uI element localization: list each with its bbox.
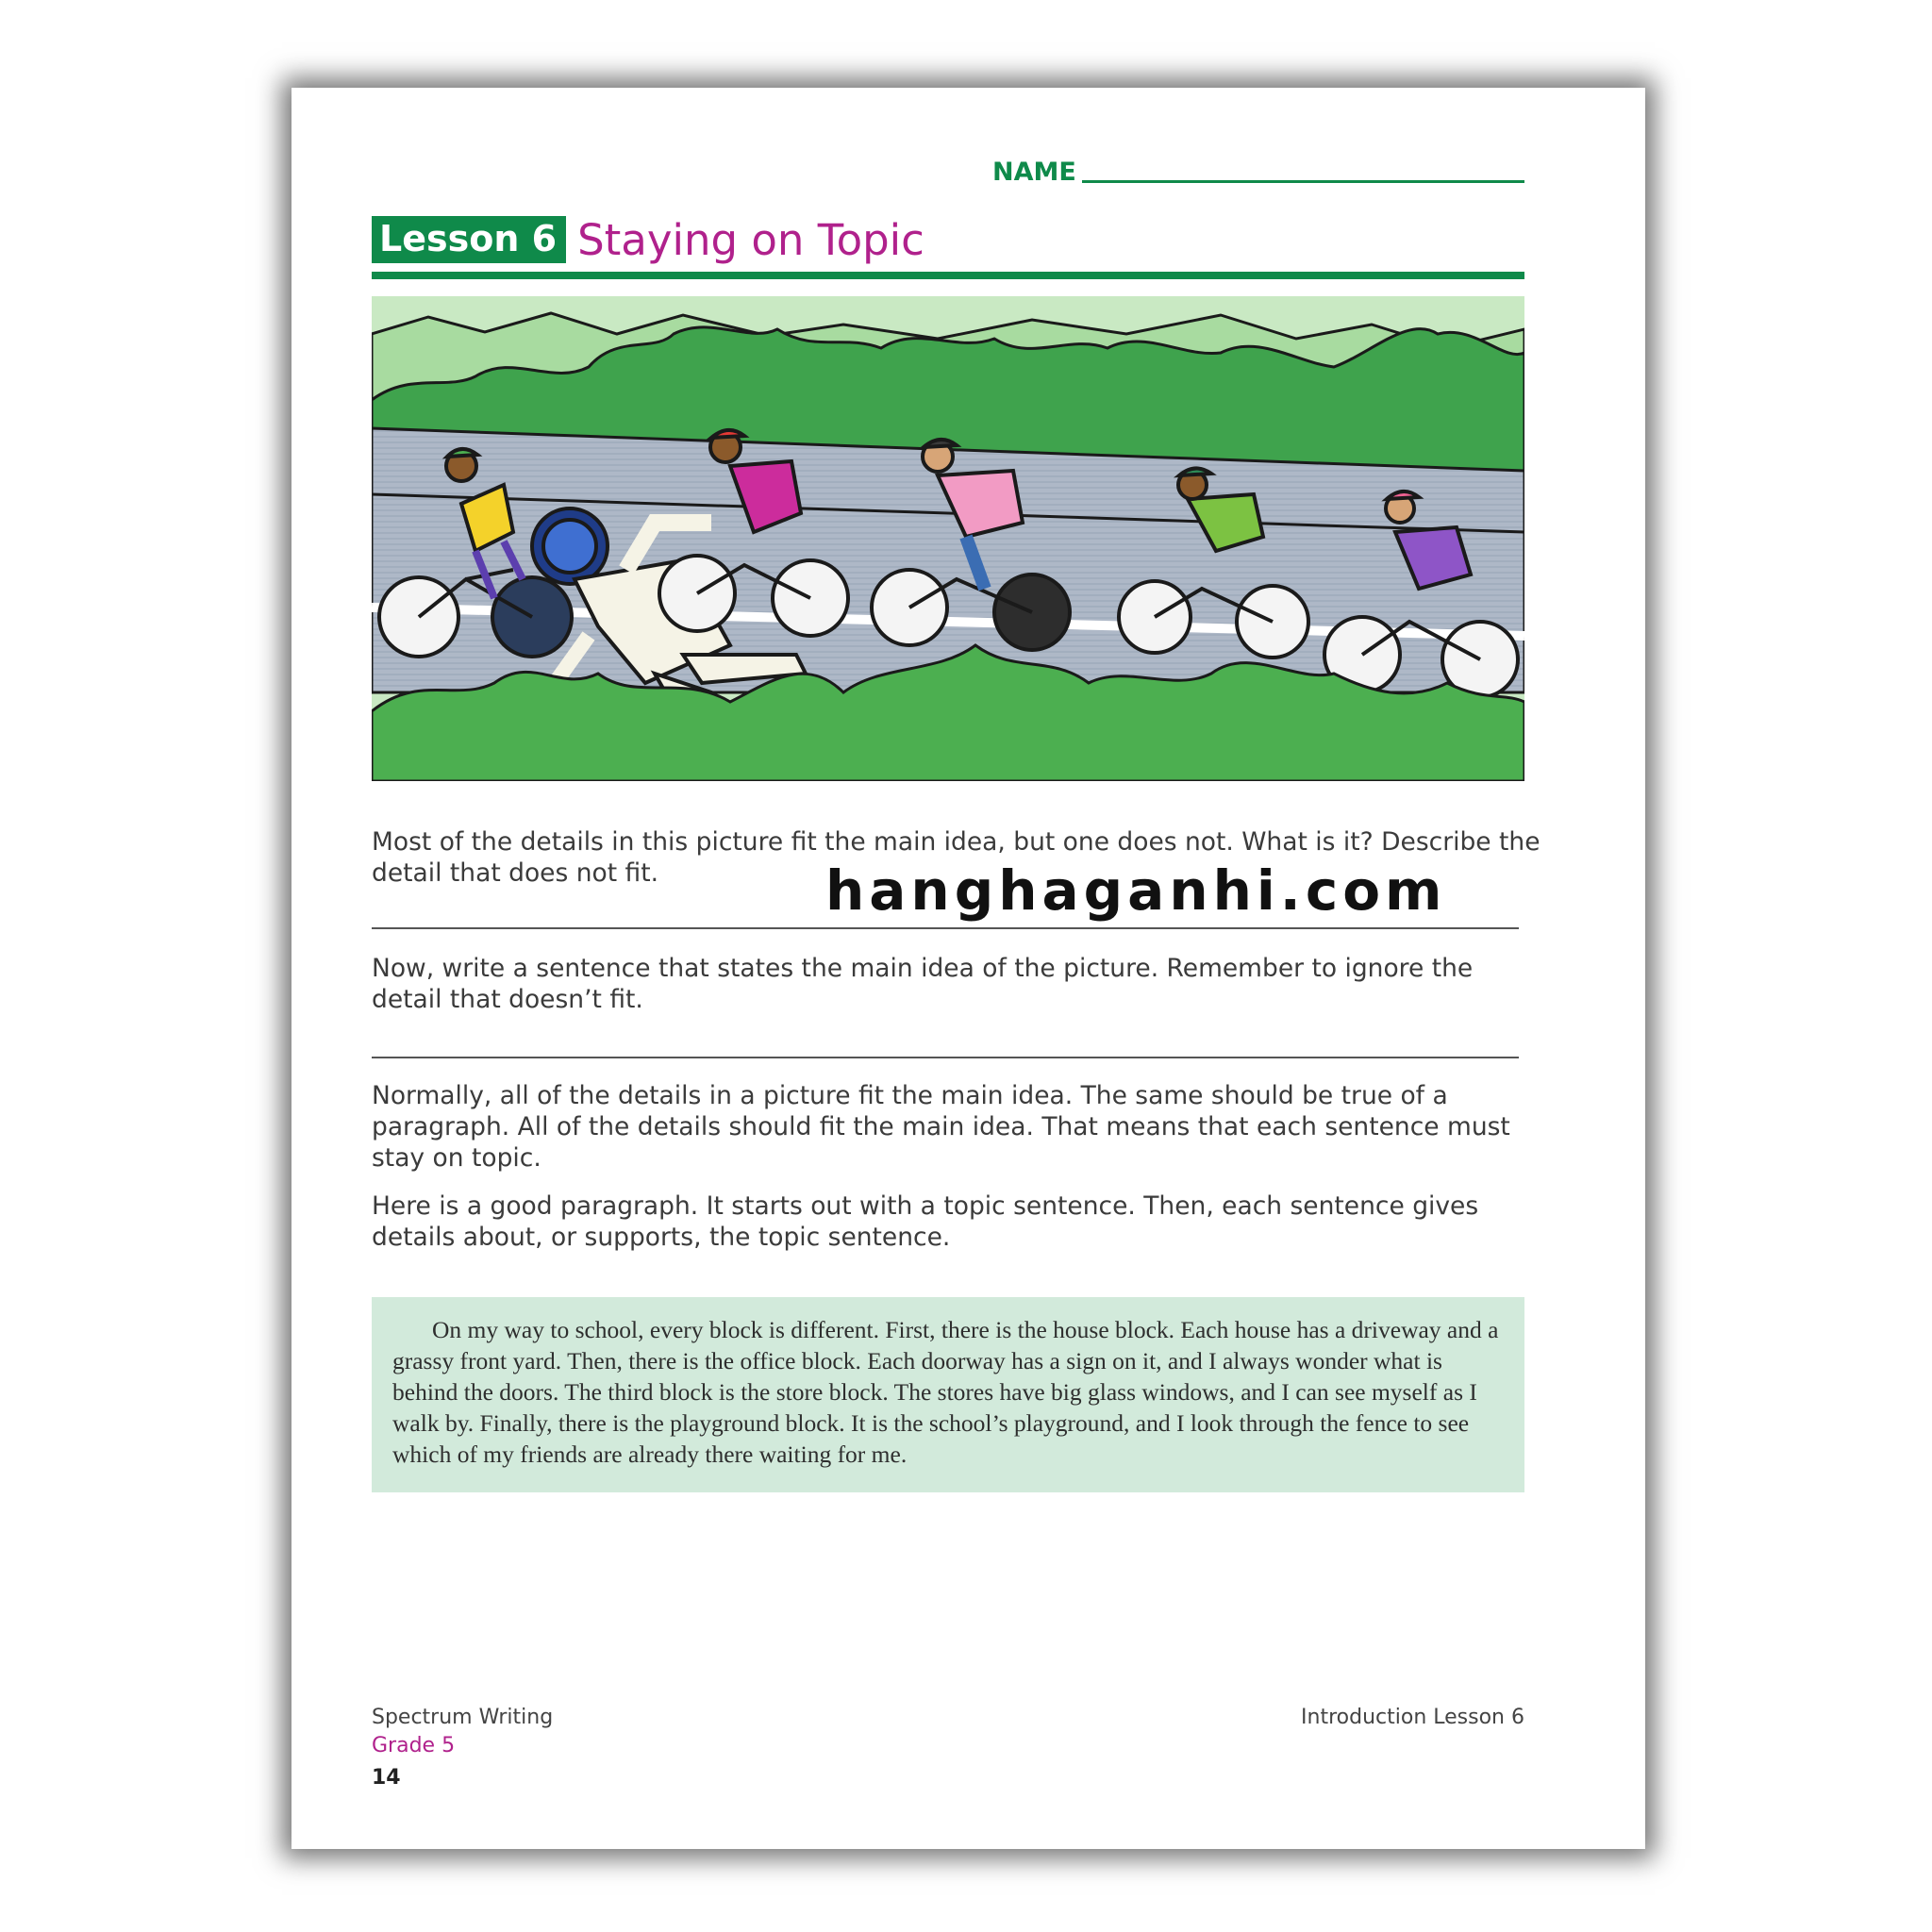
cyclists-astronaut-illustration (372, 296, 1524, 781)
explanation-paragraph-2: Here is a good paragraph. It starts out with a topic sentence. Then, each sentence gives details about, or supports, the topic sentence. (372, 1191, 1479, 1252)
name-field (992, 151, 1524, 185)
name-label: NAME (992, 158, 1076, 187)
answer-line-1[interactable] (372, 927, 1519, 929)
lesson-title: Staying on Topic (577, 214, 924, 265)
lesson-heading (372, 213, 924, 266)
grade-label: Grade 5 (372, 1734, 456, 1757)
question-odd-detail: Most of the details in this picture fit the main idea, but one does not. What is it? Describe the detail that does not fit. (372, 827, 1541, 888)
name-write-line (1082, 180, 1524, 183)
title-divider (372, 272, 1524, 279)
footer-left (372, 1704, 553, 1792)
example-paragraph: On my way to school, every block is different. First, there is the house block. Each house has a driveway and a grassy front yard. Then, there is the office block. Each doorway has a sign on it, and I always wonder what is behind the doors. The third block is the store block. The stores have big glass windows, and I can see myself as I walk by. Finally, there is the playground block. It is the school’s playground, and I look through the fence to see which of my friends are already there waiting for me. (392, 1316, 1499, 1468)
page-number: 14 (372, 1766, 401, 1790)
watermark-text: hanghaganhi.com (825, 858, 1447, 923)
explanation-paragraph-1: Normally, all of the details in a picture fit the main idea. The same should be true of a paragraph. All of the details should fit the main idea. That means that each sentence must stay on topic. (372, 1081, 1510, 1173)
question-main-idea: Now, write a sentence that states the main idea of the picture. Remember to ignore the detail that doesn’t fit. (372, 954, 1474, 1014)
example-paragraph-box (372, 1297, 1524, 1492)
section-label: Introduction Lesson 6 (1301, 1706, 1524, 1729)
lesson-number-badge: Lesson 6 (372, 216, 566, 263)
series-name: Spectrum Writing (372, 1706, 554, 1729)
answer-line-2[interactable] (372, 1057, 1519, 1058)
